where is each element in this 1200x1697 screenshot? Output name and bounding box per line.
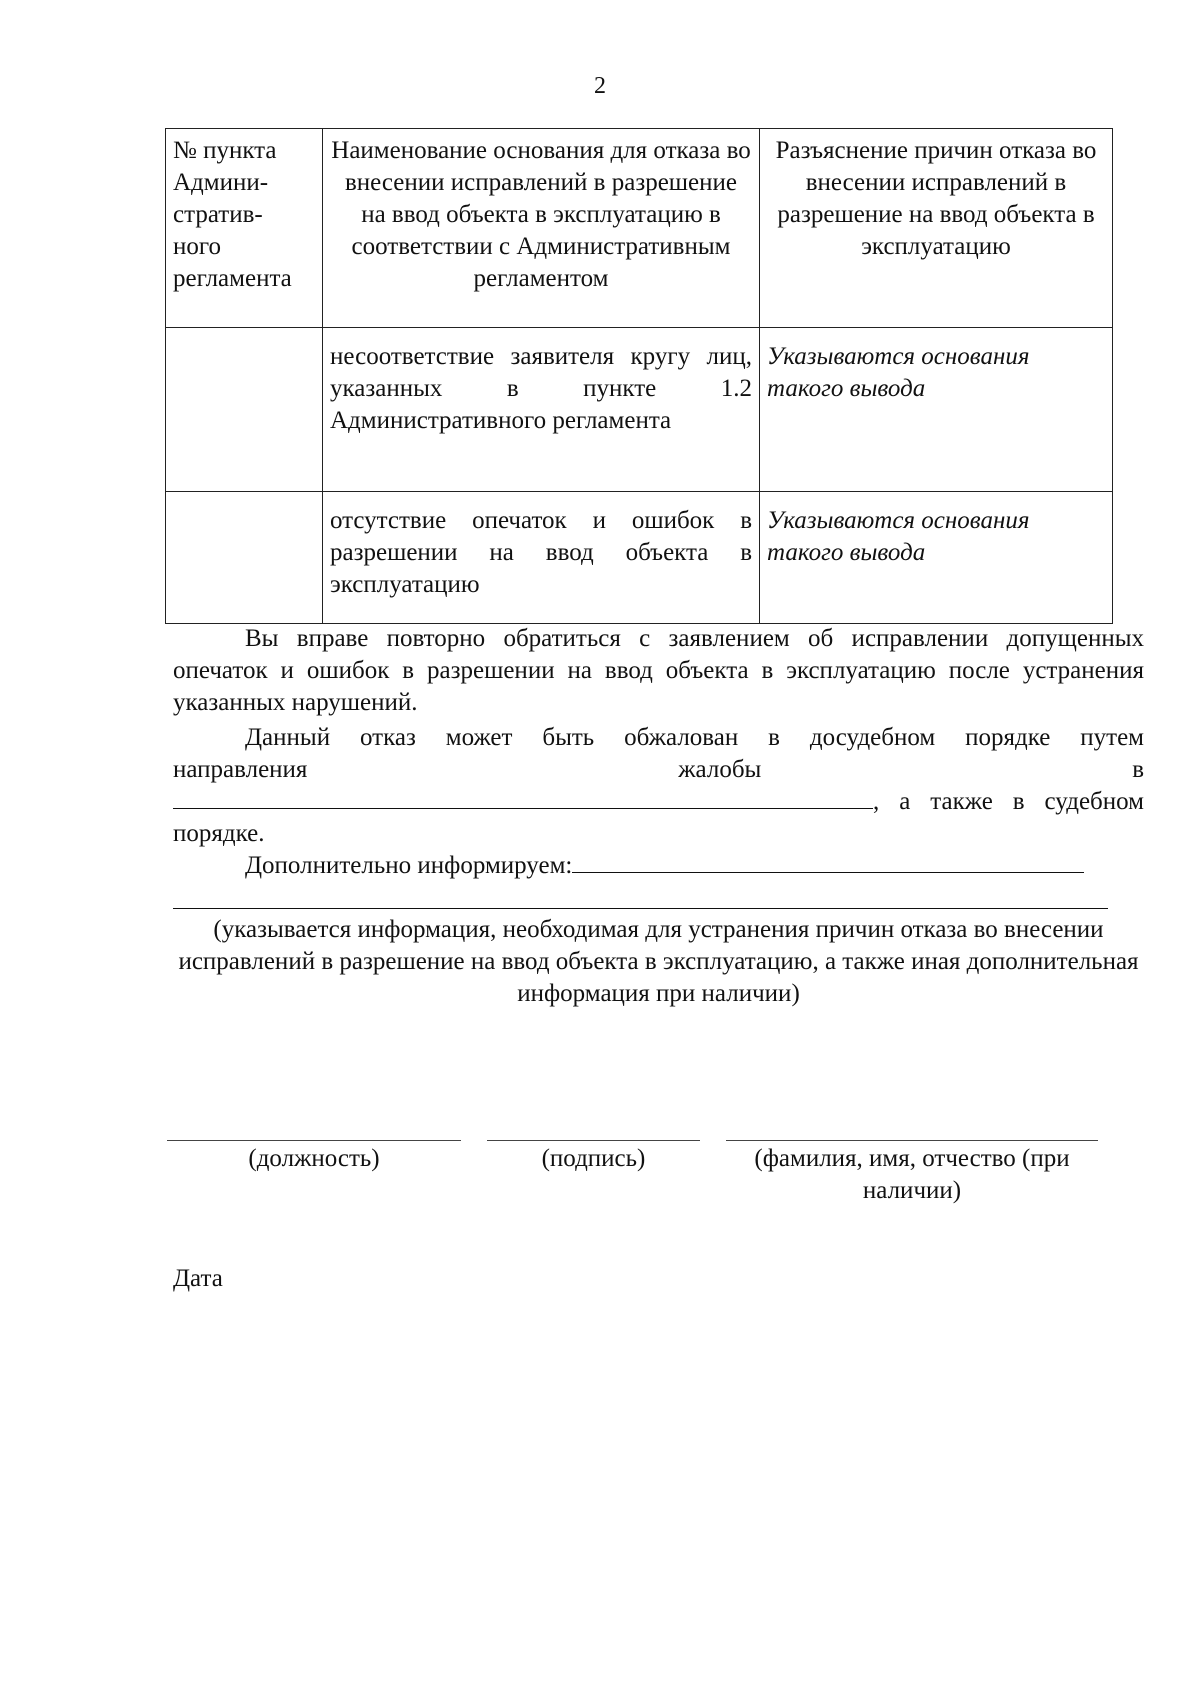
paragraph-appeal-line1: Данный отказ может быть обжалован в досудебном порядке путем (245, 724, 1144, 751)
row-reason: несоответствие заявителя кругу лиц, указанных в пункте 1.2 Административного регламента (323, 328, 760, 492)
signature-caption: (подпись) (541, 1145, 646, 1172)
row-explanation: Указываются основания такого вывода (760, 328, 1113, 492)
table-header-row (166, 129, 1113, 328)
additional-info-note: (указывается информация, необходимая для устранения причин отказа во внесении исправлений в разрешение на ввод объекта в эксплуатацию, а также иная дополнительная информация при наличии) (178, 916, 1139, 1007)
paragraph-appeal-line3 (173, 786, 1144, 818)
additional-info-line (173, 850, 1144, 882)
full-name-line[interactable] (726, 1140, 1098, 1141)
row-item-number (166, 492, 323, 624)
page-number: 2 (594, 73, 606, 99)
paragraph-appeal-line4: порядке. (173, 820, 265, 847)
table-row (166, 328, 1113, 492)
header-reason-name: Наименование основания для отказа во внесении исправлений в разрешение на ввод объекта в эксплуатацию в соответствии с Административным регламентом (323, 129, 760, 328)
appeal-line3-text: , а также в судебном (873, 788, 1144, 815)
paragraph-appeal-line2: направления жалобы в (173, 756, 1144, 783)
position-caption: (должность) (248, 1145, 380, 1172)
position-line[interactable] (167, 1140, 461, 1141)
paragraph-reapply: Вы вправе повторно обратиться с заявлением об исправлении допущенных опечаток и ошибок в разрешении на ввод объекта в эксплуатацию после устранения указанных нарушений. (173, 625, 1144, 716)
signature-line[interactable] (487, 1140, 700, 1141)
refusal-reasons-table (165, 128, 1113, 624)
full-name-caption: (фамилия, имя, отчество (при наличии) (754, 1145, 1070, 1204)
header-item-number: № пункта Админи- стратив- ного регламента (166, 129, 323, 328)
additional-info-blank-line[interactable] (173, 908, 1108, 909)
appeal-authority-blank[interactable] (173, 786, 873, 809)
additional-info-blank[interactable] (572, 850, 1084, 873)
row-explanation: Указываются основания такого вывода (760, 492, 1113, 624)
table-row (166, 492, 1113, 624)
additional-info-label: Дополнительно информируем: (245, 852, 573, 879)
row-item-number (166, 328, 323, 492)
header-explanation: Разъяснение причин отказа во внесении исправлений в разрешение на ввод объекта в эксплуатацию (760, 129, 1113, 328)
date-label: Дата (173, 1265, 223, 1292)
row-reason: отсутствие опечаток и ошибок в разрешении на ввод объекта в эксплуатацию (323, 492, 760, 624)
